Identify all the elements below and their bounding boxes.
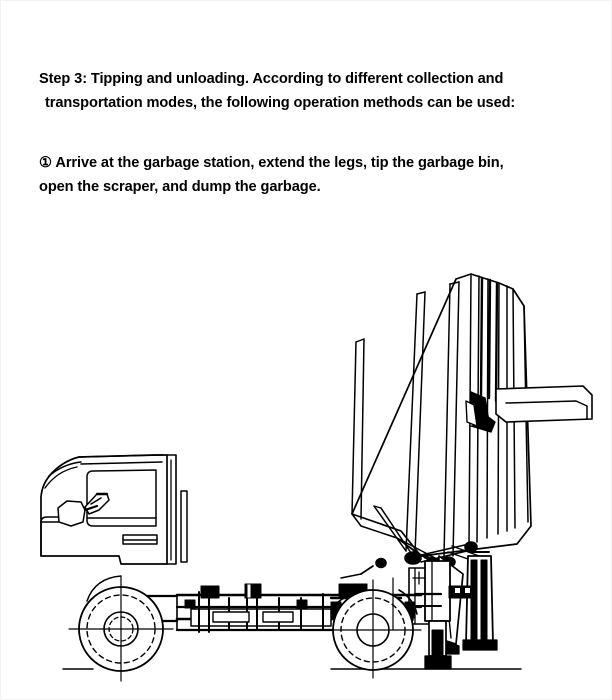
step-heading-line-2: transportation modes, the following operation methods can be used: (45, 95, 516, 111)
door-handle (123, 535, 157, 544)
step-heading-line-1: Step 3: Tipping and unloading. According to different collection and (39, 71, 504, 87)
scraper (496, 386, 592, 422)
front-wheel-crosshair (69, 577, 173, 681)
garbage-truck-tipping-diagram (1, 226, 612, 696)
step-heading-paragraph (39, 67, 579, 115)
operation-item-1-paragraph (39, 151, 579, 199)
operation-item-1-line-1: ① Arrive at the garbage station, extend the legs, tip the garbage bin, (39, 155, 504, 171)
exhaust-stack (181, 491, 187, 562)
operation-item-1-line-2: open the scraper, and dump the garbage. (39, 179, 321, 195)
front-wheel (69, 576, 173, 681)
